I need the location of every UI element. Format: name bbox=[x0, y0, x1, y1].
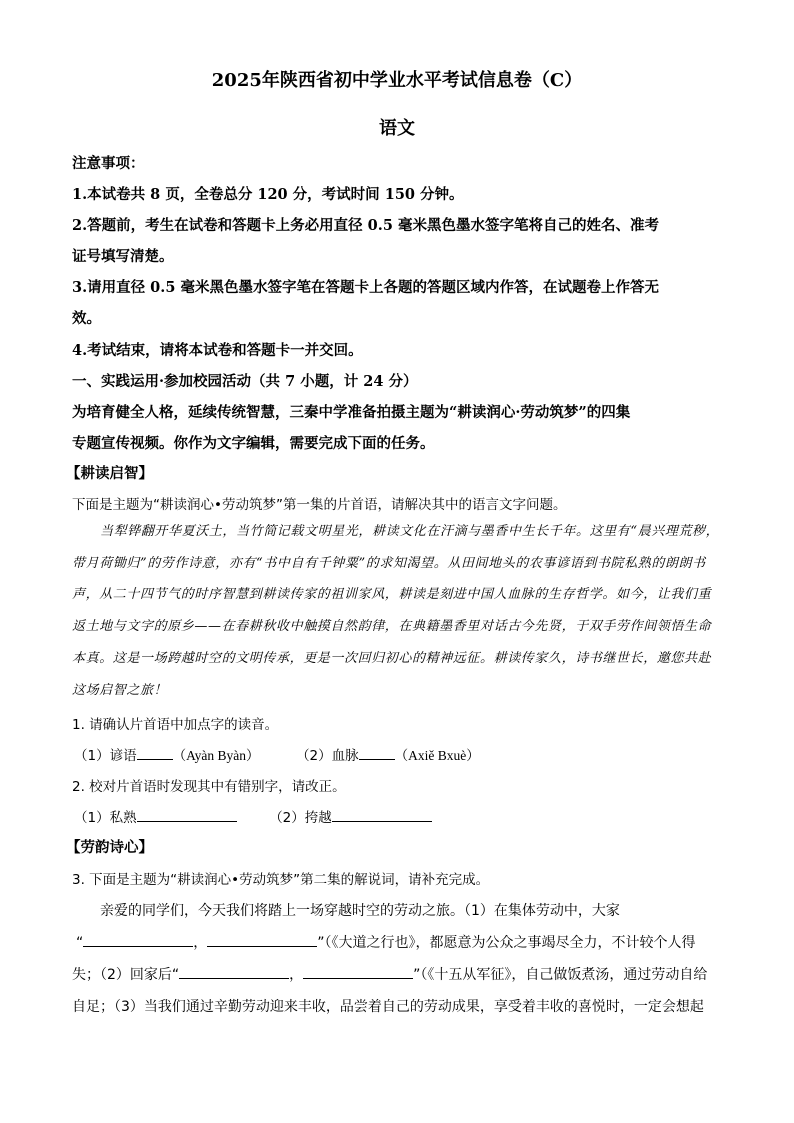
narration-line-1: 亲爱的同学们，今天我们将踏上一场穿越时空的劳动之旅。（1）在集体劳动中，大家 bbox=[100, 903, 620, 919]
narration-comma-2: ， bbox=[289, 967, 304, 983]
part-1-heading: 【耕读启智】 bbox=[66, 465, 153, 482]
question-1: 1. 请确认片首语中加点字的读音。 bbox=[72, 717, 279, 733]
q2-part-b-label: （2）挎越 bbox=[269, 810, 332, 826]
opening-prose bbox=[72, 516, 722, 706]
narration-line-4: 自足；（3）当我们通过辛勤劳动迎来丰收，品尝着自己的劳动成果，享受着丰收的喜悦时，一定会想起 bbox=[72, 999, 704, 1015]
question-2-row bbox=[74, 806, 432, 826]
section-1-intro-line-1: 为培育健全人格，延续传统智慧，三秦中学准备拍摄主题为“耕读润心·劳动筑梦”的四集 bbox=[72, 404, 631, 421]
question-1-row bbox=[74, 744, 480, 764]
q1-part-a-options: （Ayàn Byàn） bbox=[172, 748, 260, 763]
narration-line-2 bbox=[76, 932, 696, 952]
notice-item-3-line-1: 3.请用直径 0.5 毫米黑色墨水签字笔在答题卡上各题的答题区域内作答，在试题卷上作答无 bbox=[72, 279, 659, 296]
opening-prose-text: 当犁铧翻开华夏沃土，当竹简记载文明星光，耕读文化在汗滴与墨香中生长千年。这里有“晨兴理荒秽，带月荷锄归”的劳作诗意，亦有“书中自有千钟粟”的求知渴望。从田间地头的农事谚语到书院私熟的朗朗书声，从二十四节气的时序智慧到耕读传家的祖训家风，耕读是刻进中国人血脉的生存哲学。如今，让我们重返土地与文字的原乡——在春耕秋收中触摸自然韵律，在典籍墨香里对话古今先贤，于双手劳作间领悟生命本真。这是一场跨越时空的文明传承，更是一次回归初心的精神远征。耕读传家久，诗书继世长，邀您共赴这场启智之旅！ bbox=[72, 524, 720, 698]
notice-item-2-line-1: 2.答题前，考生在试卷和答题卡上务必用直径 0.5 毫米黑色墨水签字笔将自己的姓名、准考 bbox=[72, 217, 659, 234]
q3-blank-4[interactable] bbox=[303, 964, 413, 979]
notice-item-3-line-2: 效。 bbox=[72, 310, 101, 327]
q2-part-b-blank[interactable] bbox=[332, 807, 432, 822]
part-2-heading: 【劳韵诗心】 bbox=[66, 839, 153, 856]
section-1-heading: 一、实践运用·参加校园活动（共 7 小题，计 24 分） bbox=[72, 373, 418, 390]
q1-part-b-label: （2）血脉 bbox=[296, 748, 359, 764]
q2-part-a-label: （1）私熟 bbox=[74, 810, 137, 826]
q1-part-b-options: （Axiě Bxuè） bbox=[394, 748, 480, 763]
q2-part-a-blank[interactable] bbox=[137, 807, 237, 822]
narration-line-3 bbox=[72, 964, 707, 984]
section-1-intro-line-2: 专题宣传视频。你作为文字编辑，需要完成下面的任务。 bbox=[72, 435, 435, 452]
narration-line-3-start: 失；（2）回家后“ bbox=[72, 967, 180, 983]
q3-blank-2[interactable] bbox=[207, 932, 317, 947]
narration-line-3-rest: ”（《十五从军征》，自己做饭煮汤，通过劳动自给 bbox=[413, 967, 708, 983]
notice-item-2-line-2: 证号填写清楚。 bbox=[72, 248, 174, 265]
q1-part-b-blank[interactable] bbox=[359, 745, 395, 760]
notice-heading: 注意事项： bbox=[72, 155, 145, 172]
notice-item-4: 4.考试结束，请将本试卷和答题卡一并交回。 bbox=[72, 342, 363, 359]
page-title: 2025年陕西省初中学业水平考试信息卷（C） bbox=[211, 70, 583, 91]
q1-part-a-label: （1）谚语 bbox=[74, 748, 137, 764]
part-1-lead: 下面是主题为“耕读润心•劳动筑梦”第一集的片首语，请解决其中的语言文字问题。 bbox=[72, 497, 567, 513]
q3-blank-3[interactable] bbox=[179, 964, 289, 979]
narration-comma-1: ， bbox=[193, 935, 208, 951]
notice-item-1: 1.本试卷共 8 页，全卷总分 120 分，考试时间 150 分钟。 bbox=[72, 186, 464, 203]
question-2: 2. 校对片首语时发现其中有错别字，请改正。 bbox=[72, 779, 346, 795]
question-3: 3. 下面是主题为“耕读润心•劳动筑梦”第二集的解说词，请补充完成。 bbox=[72, 872, 490, 888]
q3-blank-1[interactable] bbox=[83, 932, 193, 947]
narration-line-2-rest: ”（《大道之行也》，都愿意为公众之事竭尽全力，不计较个人得 bbox=[317, 935, 696, 951]
q1-part-a-blank[interactable] bbox=[137, 745, 173, 760]
narration-open-quote: “ bbox=[76, 935, 84, 951]
subject-title: 语文 bbox=[379, 118, 415, 139]
